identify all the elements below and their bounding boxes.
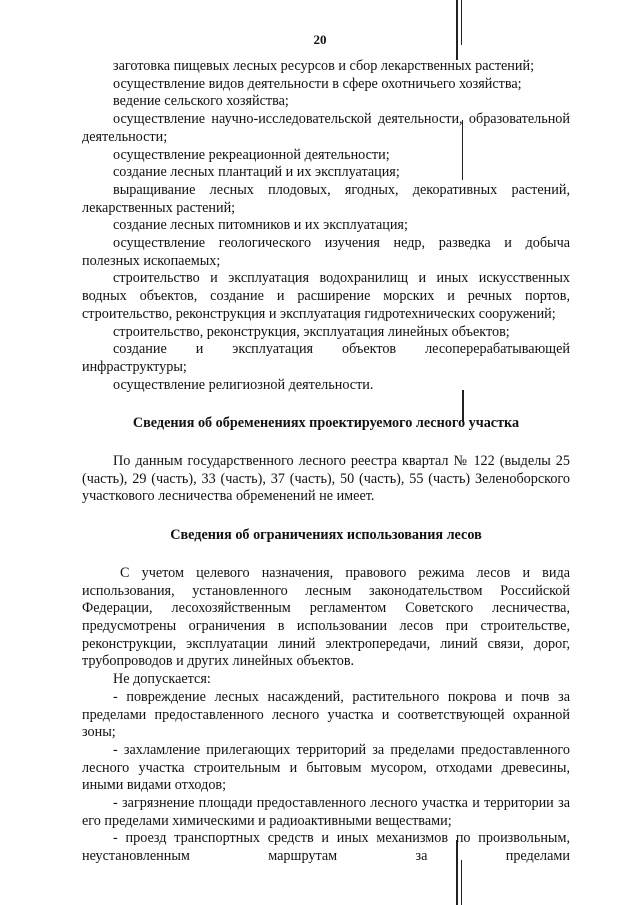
restriction-item: - проезд транспортных средств и иных механизмов по произвольным, неустановленным маршрутам за пределами [82,830,570,865]
section-heading-encumbrances: Сведения об обременениях проектируемого лесного участка [132,415,520,432]
list-item: выращивание лесных плодовых, ягодных, декоративных растений, лекарственных растений; [82,181,570,216]
page-number: 20 [313,32,327,47]
scan-artifact-line [461,0,462,45]
not-allowed-label: Не допускается: [113,671,211,688]
list-item: строительство и эксплуатация водохранилищ и иных искусственных водных объектов, создание и расширение морских и речных портов, строительство, реконструкция и эксплуатация гидротехнических сооружений; [82,270,570,322]
restriction-item: - захламление прилегающих территорий за пределами предоставленного лесного участка строительным и бытовым мусором, отходами древесины, иными видами отходов; [82,741,570,794]
scan-artifact-line [461,860,462,905]
restriction-item: - повреждение лесных насаждений, растительного покрова и почв за пределами предоставленного лесного участка и соответствующей охранной зоны; [82,688,570,741]
section-heading-restrictions: Сведения об ограничениях использования лесов [170,527,482,544]
restrictions-intro: С учетом целевого назначения, правового режима лесов и вида использования, установленного лесным законодательством Российской Федерации, лесохозяйственным регламентом Советского лесничества, предусмотрены ограничения в использовании лесов при строительстве, реконструкции, эксплуатации линий электропередачи, линий связи, дорог, трубопроводов и других линейных объектов. [82,564,570,670]
list-item: создание лесных питомников и их эксплуатация; [113,217,408,234]
document-body [82,58,570,866]
list-item: строительство, реконструкция, эксплуатация линейных объектов; [113,323,510,340]
list-item: заготовка пищевых лесных ресурсов и сбор лекарственных растений; [113,58,535,74]
restriction-item: - загрязнение площади предоставленного лесного участка и территории за его пределами химическими и радиоактивными веществами; [82,795,570,829]
list-item: создание лесных плантаций и их эксплуатация; [113,164,400,181]
list-item: осуществление видов деятельности в сфере охотничьего хозяйства; [113,75,522,92]
list-item: создание и эксплуатация объектов лесоперерабатывающей инфраструктуры; [82,341,570,375]
list-item: осуществление геологического изучения недр, разведка и добыча полезных ископаемых; [82,235,570,269]
scan-artifact-line [456,0,458,60]
list-item: осуществление рекреационной деятельности; [113,146,390,163]
list-item: ведение сельского хозяйства; [113,93,289,110]
list-item: осуществление религиозной деятельности. [113,376,374,393]
list-item: осуществление научно-исследовательской деятельности, образовательной деятельности; [82,111,570,145]
encumbrances-text: По данным государственного лесного реестра квартал № 122 (выделы 25 (часть), 29 (часть), 33 (часть), 37 (часть), 50 (часть), 55 (часть) Зеленоборского участкового лесничества обременений не имеет. [82,453,570,505]
